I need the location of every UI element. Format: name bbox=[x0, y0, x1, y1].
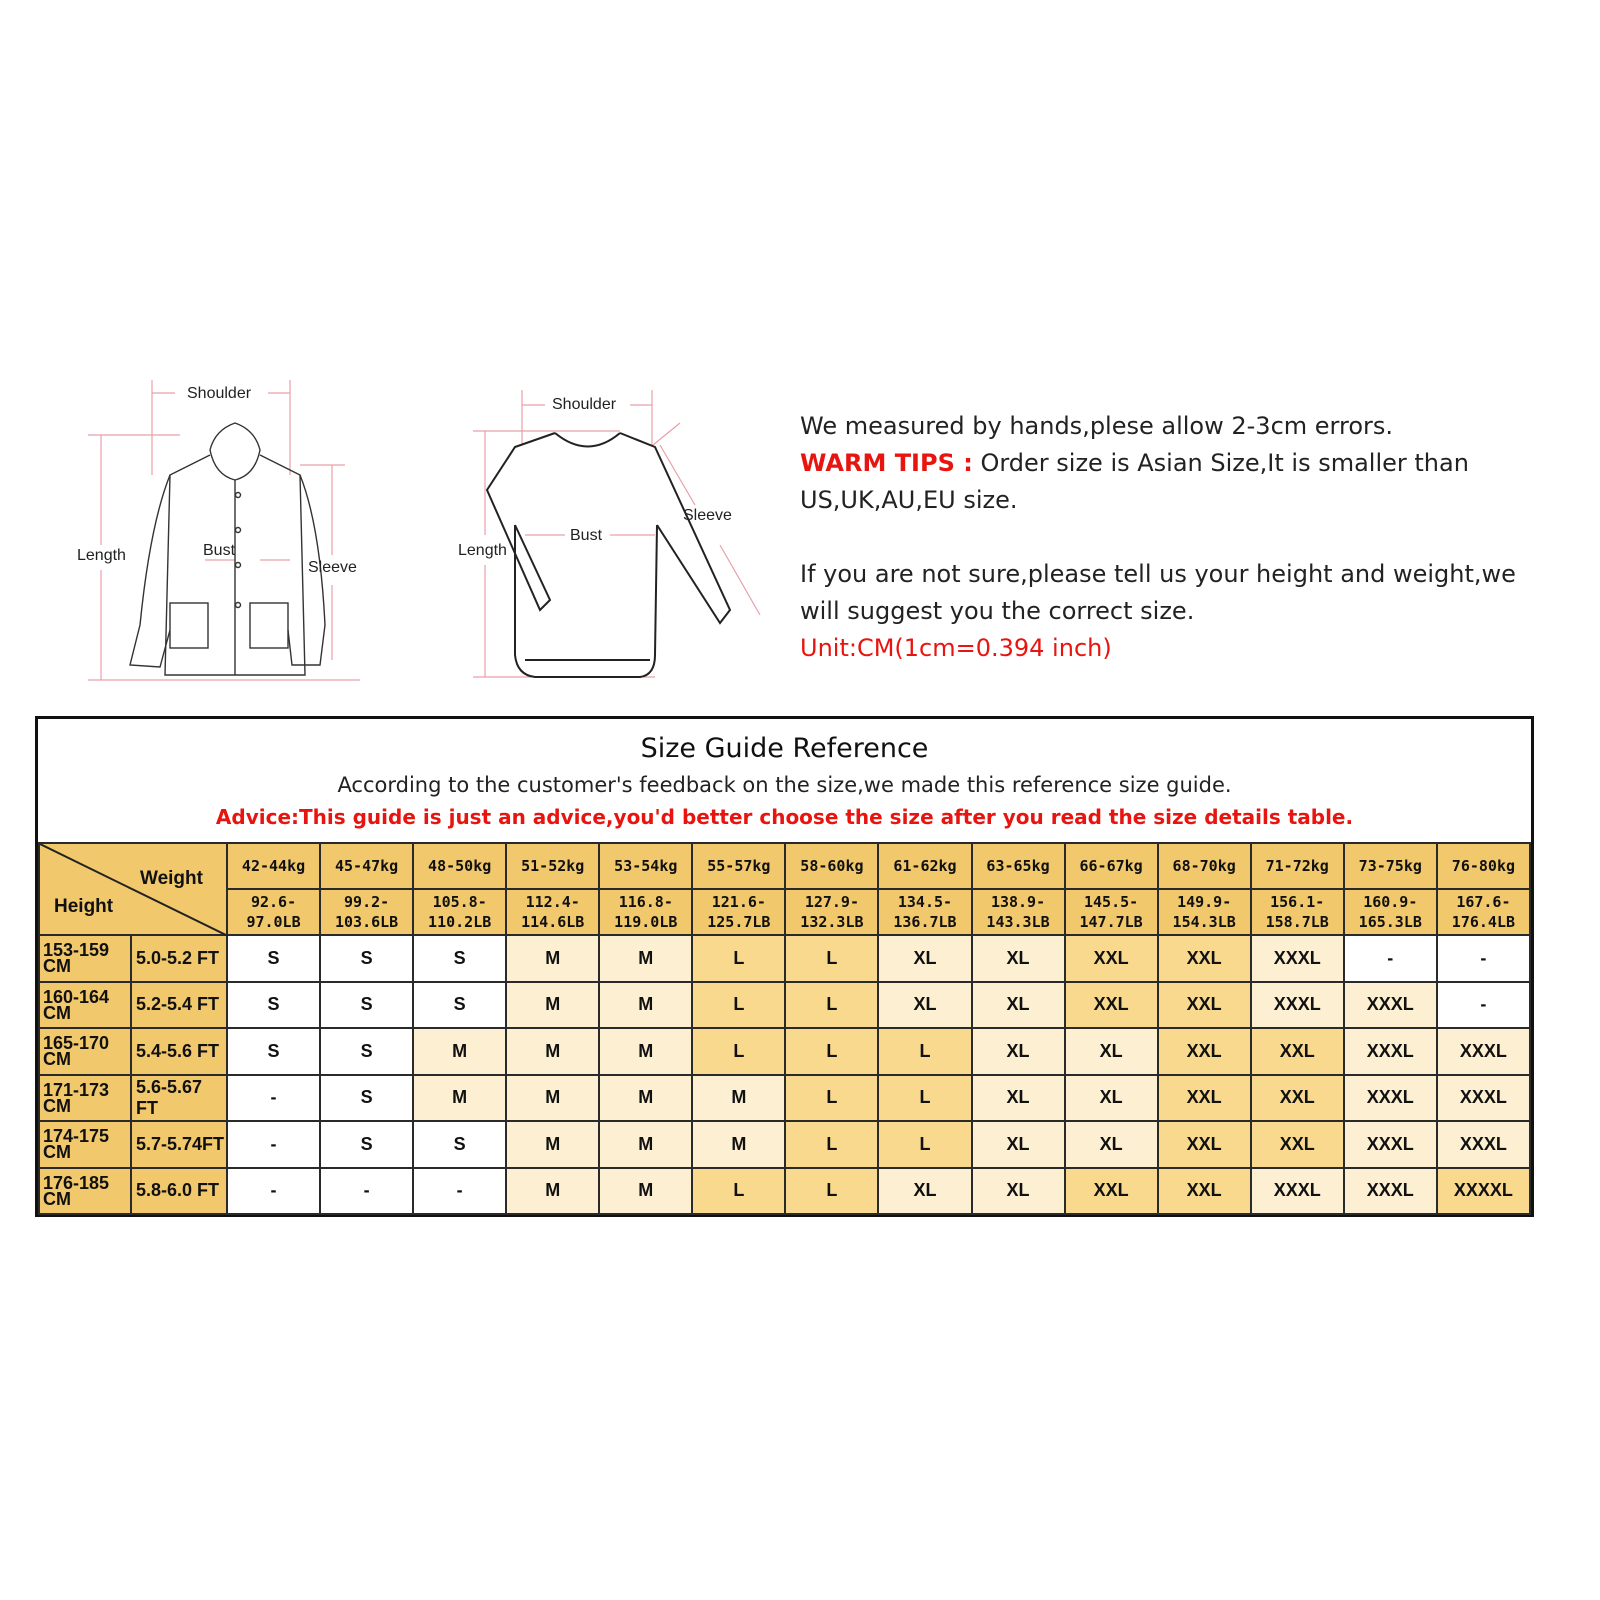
height-ft-cell: 5.0-5.2 FT bbox=[131, 935, 227, 982]
size-cell: XL bbox=[972, 1168, 1065, 1215]
size-cell: M bbox=[506, 935, 599, 982]
size-cell: XXL bbox=[1158, 982, 1251, 1029]
size-cell: M bbox=[413, 1028, 506, 1075]
weight-lb-header: 99.2-103.6LB bbox=[320, 889, 413, 935]
size-cell: XXXL bbox=[1344, 1028, 1437, 1075]
sweater-diagram bbox=[455, 385, 775, 685]
size-cell: XXXL bbox=[1251, 1168, 1344, 1215]
weight-lb-header: 138.9-143.3LB bbox=[972, 889, 1065, 935]
contact-note: If you are not sure,please tell us your height and weight,we will suggest you the correct size. bbox=[800, 560, 1516, 625]
height-cm-unit: CM bbox=[43, 1095, 71, 1116]
size-cell: M bbox=[599, 1028, 692, 1075]
size-cell: XL bbox=[878, 935, 971, 982]
sleeve-label: Sleeve bbox=[683, 507, 732, 524]
shoulder-label: Shoulder bbox=[552, 396, 617, 413]
size-cell: - bbox=[1437, 935, 1530, 982]
weight-kg-header: 63-65kg bbox=[972, 843, 1065, 889]
weight-kg-header: 61-62kg bbox=[878, 843, 971, 889]
size-cell: XXL bbox=[1158, 1168, 1251, 1215]
sleeve-label: Sleeve bbox=[308, 559, 357, 576]
size-cell: XXL bbox=[1158, 1121, 1251, 1168]
size-cell: - bbox=[227, 1075, 320, 1122]
length-label: Length bbox=[458, 542, 507, 559]
height-cm-cell bbox=[39, 1028, 131, 1075]
bust-label: Bust bbox=[203, 542, 236, 559]
height-ft-cell: 5.6-5.67 FT bbox=[131, 1075, 227, 1122]
height-cm-cell bbox=[39, 1121, 131, 1168]
size-guide-subtitle: According to the customer's feedback on the size,we made this reference size guide. bbox=[337, 773, 1232, 797]
size-cell: XXL bbox=[1158, 1075, 1251, 1122]
size-cell: M bbox=[599, 1168, 692, 1215]
size-cell: L bbox=[692, 1168, 785, 1215]
height-cm-unit: CM bbox=[43, 1142, 71, 1163]
size-cell: S bbox=[227, 935, 320, 982]
size-guide-advice: Advice:This guide is just an advice,you'd better choose the size after you read the size details table. bbox=[215, 805, 1354, 829]
size-cell: L bbox=[785, 1075, 878, 1122]
table-row bbox=[39, 935, 1530, 982]
weight-kg-header: 68-70kg bbox=[1158, 843, 1251, 889]
size-cell: M bbox=[506, 1075, 599, 1122]
size-cell: XL bbox=[972, 1121, 1065, 1168]
weight-kg-header: 58-60kg bbox=[785, 843, 878, 889]
height-cm-unit: CM bbox=[43, 1188, 71, 1209]
size-cell: L bbox=[785, 982, 878, 1029]
weight-kg-row bbox=[39, 843, 1530, 889]
size-cell: L bbox=[785, 1028, 878, 1075]
size-cell: XL bbox=[972, 1075, 1065, 1122]
size-cell: XL bbox=[1065, 1121, 1158, 1168]
height-ft-cell: 5.2-5.4 FT bbox=[131, 982, 227, 1029]
size-cell: XXXL bbox=[1437, 1028, 1530, 1075]
height-cm: 153-159 bbox=[43, 940, 110, 961]
height-ft-cell: 5.7-5.74FT bbox=[131, 1121, 227, 1168]
weight-kg-header: 71-72kg bbox=[1251, 843, 1344, 889]
size-cell: XL bbox=[972, 982, 1065, 1029]
size-cell: XXL bbox=[1158, 1028, 1251, 1075]
size-cell: - bbox=[1437, 982, 1530, 1029]
warm-tips-text: Order size is Asian Size,It is smaller than US,UK,AU,EU size. bbox=[800, 449, 1469, 514]
size-cell: XXXL bbox=[1344, 1121, 1437, 1168]
weight-kg-header: 45-47kg bbox=[320, 843, 413, 889]
size-cell: XXXXL bbox=[1437, 1168, 1530, 1215]
size-cell: L bbox=[785, 1168, 878, 1215]
size-cell: S bbox=[413, 982, 506, 1029]
size-guide-title: Size Guide Reference bbox=[640, 733, 929, 764]
weight-kg-header: 76-80kg bbox=[1437, 843, 1530, 889]
weight-lb-header: 167.6-176.4LB bbox=[1437, 889, 1530, 935]
size-cell: XL bbox=[972, 1028, 1065, 1075]
size-cell: - bbox=[320, 1168, 413, 1215]
weight-lb-header: 116.8-119.0LB bbox=[599, 889, 692, 935]
sweater-illustration bbox=[455, 385, 775, 685]
size-cell: XXL bbox=[1065, 1168, 1158, 1215]
height-cm-unit: CM bbox=[43, 1002, 71, 1023]
size-cell: XXXL bbox=[1437, 1075, 1530, 1122]
height-ft-cell: 5.4-5.6 FT bbox=[131, 1028, 227, 1075]
size-cell: XXL bbox=[1251, 1121, 1344, 1168]
height-cm-unit: CM bbox=[43, 1049, 71, 1070]
weight-lb-row bbox=[39, 889, 1530, 935]
weight-kg-header: 73-75kg bbox=[1344, 843, 1437, 889]
jacket-diagram bbox=[70, 375, 370, 685]
size-cell: L bbox=[785, 1121, 878, 1168]
weight-kg-header: 53-54kg bbox=[599, 843, 692, 889]
size-cell: L bbox=[878, 1075, 971, 1122]
corner-header bbox=[39, 843, 227, 935]
measurement-note: We measured by hands,plese allow 2-3cm errors. bbox=[800, 412, 1394, 440]
size-cell: S bbox=[413, 1121, 506, 1168]
weight-lb-header: 149.9-154.3LB bbox=[1158, 889, 1251, 935]
size-cell: S bbox=[320, 935, 413, 982]
table-row bbox=[39, 1121, 1530, 1168]
weight-lb-header: 105.8-110.2LB bbox=[413, 889, 506, 935]
weight-kg-header: 51-52kg bbox=[506, 843, 599, 889]
size-cell: XXXL bbox=[1344, 982, 1437, 1029]
height-cm-cell bbox=[39, 1168, 131, 1215]
size-cell: S bbox=[320, 1028, 413, 1075]
size-cell: L bbox=[692, 935, 785, 982]
height-cm-cell bbox=[39, 1075, 131, 1122]
size-cell: M bbox=[506, 982, 599, 1029]
size-cell: - bbox=[227, 1168, 320, 1215]
weight-lb-header: 156.1-158.7LB bbox=[1251, 889, 1344, 935]
size-cell: M bbox=[506, 1121, 599, 1168]
size-cell: XXXL bbox=[1437, 1121, 1530, 1168]
size-cell: L bbox=[785, 935, 878, 982]
length-label: Length bbox=[77, 547, 126, 564]
jacket-illustration bbox=[70, 375, 370, 685]
size-cell: XL bbox=[1065, 1075, 1158, 1122]
height-cm-cell bbox=[39, 935, 131, 982]
size-cell: XL bbox=[1065, 1028, 1158, 1075]
unit-note: Unit:CM(1cm=0.394 inch) bbox=[800, 634, 1112, 662]
size-cell: XXL bbox=[1065, 935, 1158, 982]
weight-lb-header: 127.9-132.3LB bbox=[785, 889, 878, 935]
size-cell: XL bbox=[878, 982, 971, 1029]
size-cell: XXXL bbox=[1344, 1075, 1437, 1122]
weight-kg-header: 42-44kg bbox=[227, 843, 320, 889]
warm-tips-label: WARM TIPS : bbox=[800, 449, 973, 477]
weight-kg-header: 66-67kg bbox=[1065, 843, 1158, 889]
size-cell: S bbox=[227, 982, 320, 1029]
height-axis-label: Height bbox=[54, 896, 114, 917]
table-row bbox=[39, 982, 1530, 1029]
height-cm: 176-185 bbox=[43, 1172, 110, 1193]
size-cell: XXL bbox=[1251, 1028, 1344, 1075]
size-cell: M bbox=[599, 935, 692, 982]
size-cell: M bbox=[506, 1168, 599, 1215]
height-cm: 165-170 bbox=[43, 1033, 110, 1054]
size-guide bbox=[35, 716, 1534, 1217]
measurement-info bbox=[800, 408, 1560, 667]
size-cell: S bbox=[227, 1028, 320, 1075]
size-cell: - bbox=[413, 1168, 506, 1215]
weight-lb-header: 134.5-136.7LB bbox=[878, 889, 971, 935]
weight-lb-header: 121.6-125.7LB bbox=[692, 889, 785, 935]
size-cell: XXXL bbox=[1251, 935, 1344, 982]
size-cell: S bbox=[413, 935, 506, 982]
weight-lb-header: 160.9-165.3LB bbox=[1344, 889, 1437, 935]
weight-axis-label: Weight bbox=[140, 868, 203, 889]
size-cell: M bbox=[599, 1075, 692, 1122]
size-cell: M bbox=[692, 1075, 785, 1122]
size-cell: XXL bbox=[1065, 982, 1158, 1029]
height-cm: 174-175 bbox=[43, 1126, 110, 1147]
table-row bbox=[39, 1168, 1530, 1215]
weight-lb-header: 92.6-97.0LB bbox=[227, 889, 320, 935]
height-cm-unit: CM bbox=[43, 956, 71, 977]
size-cell: S bbox=[320, 1121, 413, 1168]
height-cm: 160-164 bbox=[43, 986, 110, 1007]
size-cell: XXXL bbox=[1344, 1168, 1437, 1215]
height-cm-cell bbox=[39, 982, 131, 1029]
weight-lb-header: 112.4-114.6LB bbox=[506, 889, 599, 935]
size-cell: L bbox=[692, 982, 785, 1029]
size-cell: L bbox=[878, 1121, 971, 1168]
bust-label: Bust bbox=[570, 527, 603, 544]
size-cell: M bbox=[506, 1028, 599, 1075]
size-cell: XXL bbox=[1251, 1075, 1344, 1122]
size-cell: XL bbox=[878, 1168, 971, 1215]
size-table bbox=[38, 842, 1531, 1215]
size-cell: M bbox=[599, 1121, 692, 1168]
height-ft-cell: 5.8-6.0 FT bbox=[131, 1168, 227, 1215]
size-cell: S bbox=[320, 982, 413, 1029]
height-cm: 171-173 bbox=[43, 1079, 110, 1100]
shoulder-label: Shoulder bbox=[187, 385, 252, 402]
size-cell: XXL bbox=[1158, 935, 1251, 982]
size-cell: XL bbox=[972, 935, 1065, 982]
weight-kg-header: 48-50kg bbox=[413, 843, 506, 889]
table-row bbox=[39, 1075, 1530, 1122]
size-cell: M bbox=[692, 1121, 785, 1168]
warm-tips bbox=[800, 445, 1560, 519]
size-cell: L bbox=[878, 1028, 971, 1075]
diagonal-divider bbox=[40, 844, 228, 936]
size-cell: L bbox=[692, 1028, 785, 1075]
weight-kg-header: 55-57kg bbox=[692, 843, 785, 889]
weight-lb-header: 145.5-147.7LB bbox=[1065, 889, 1158, 935]
size-cell: - bbox=[227, 1121, 320, 1168]
size-cell: S bbox=[320, 1075, 413, 1122]
size-cell: - bbox=[1344, 935, 1437, 982]
size-cell: XXXL bbox=[1251, 982, 1344, 1029]
size-cell: M bbox=[599, 982, 692, 1029]
size-cell: M bbox=[413, 1075, 506, 1122]
table-row bbox=[39, 1028, 1530, 1075]
